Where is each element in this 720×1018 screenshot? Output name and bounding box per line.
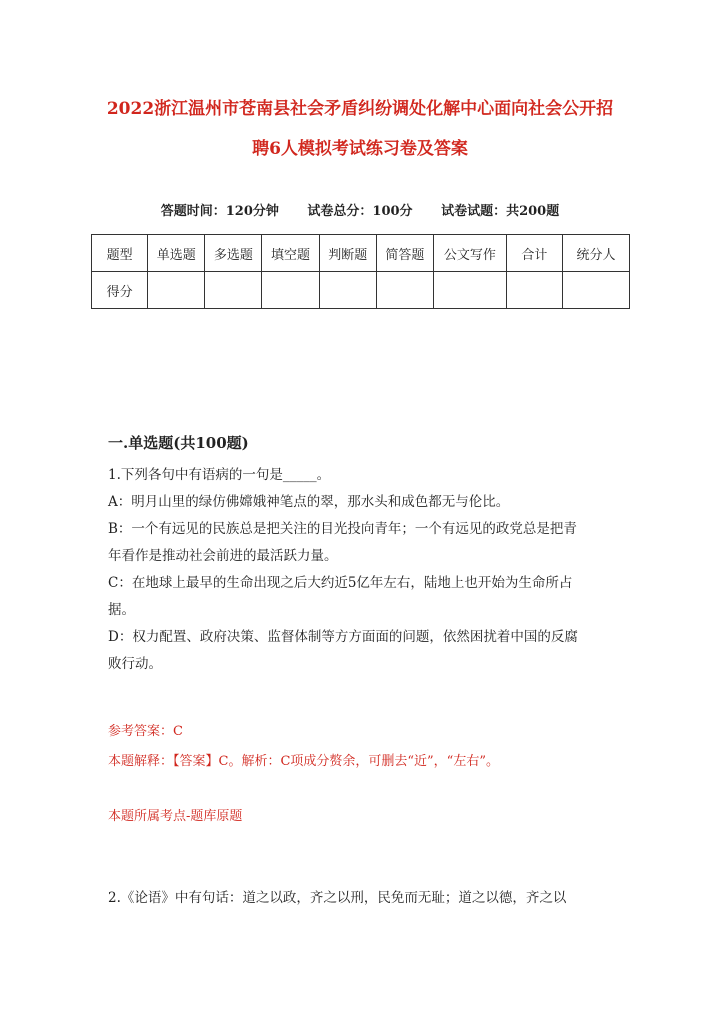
option-c: C：在地球上最早的生命出现之后大约近5亿年左右，陆地上也开始为生命所占 (108, 575, 573, 591)
option-b: B：一个有远见的民族总是把关注的目光投向青年；一个有远见的政党总是把青 (108, 521, 577, 537)
table-header-cell: 多选题 (205, 235, 262, 272)
section-title: 一.单选题(共100题) (108, 434, 249, 452)
table-row-label: 得分 (92, 272, 148, 309)
option-a: A：明月山里的绿仿佛嫦娥神笔点的翠，那水头和成色都无与伦比。 (108, 494, 510, 510)
table-header-cell: 单选题 (148, 235, 205, 272)
question-1 (108, 462, 608, 678)
option-d: D：权力配置、政府决策、监督体制等方方面面的问题，依然困扰着中国的反腐 (108, 629, 578, 645)
table-header-cell: 合计 (506, 235, 562, 272)
exam-time: 答题时间：120分钟 (160, 204, 279, 219)
score-table-header-row (92, 235, 630, 272)
table-header-cell: 统分人 (562, 235, 629, 272)
table-header-cell: 填空题 (262, 235, 319, 272)
page-title-line-2: 聘6人模拟考试练习卷及答案 (252, 139, 468, 159)
option-d-continued: 败行动。 (108, 656, 162, 672)
score-cell (433, 272, 506, 309)
score-cell (205, 272, 262, 309)
score-cell (506, 272, 562, 309)
score-cell (262, 272, 319, 309)
score-cell (376, 272, 433, 309)
reference-answer: 参考答案：C (108, 724, 183, 739)
question-stem: 1.下列各句中有语病的一句是_____。 (108, 467, 331, 483)
exam-meta (0, 200, 720, 219)
question-stem: 2.《论语》中有句话：道之以政，齐之以刑，民免而无耻；道之以德，齐之以 (108, 890, 567, 906)
table-header-cell: 题型 (92, 235, 148, 272)
score-cell (148, 272, 205, 309)
table-header-cell: 公文写作 (433, 235, 506, 272)
table-header-cell: 判断题 (319, 235, 376, 272)
score-table-row (92, 272, 630, 309)
answer-explanation: 本题解释：【答案】C。解析：C项成分赘余，可删去“近”，“左右”。 (108, 754, 499, 769)
score-cell (562, 272, 629, 309)
exam-question-count: 试卷试题：共200题 (441, 204, 560, 219)
option-b-continued: 年看作是推动社会前进的最活跃力量。 (108, 548, 338, 564)
answer-topic: 本题所属考点-题库原题 (108, 809, 243, 824)
option-c-continued: 据。 (108, 602, 135, 618)
page-title-line-1: 2022浙江温州市苍南县社会矛盾纠纷调处化解中心面向社会公开招 (106, 99, 614, 119)
score-cell (319, 272, 376, 309)
exam-total-score: 试卷总分：100分 (307, 204, 413, 219)
score-table (91, 234, 630, 309)
table-header-cell: 简答题 (376, 235, 433, 272)
question-2 (108, 885, 608, 912)
